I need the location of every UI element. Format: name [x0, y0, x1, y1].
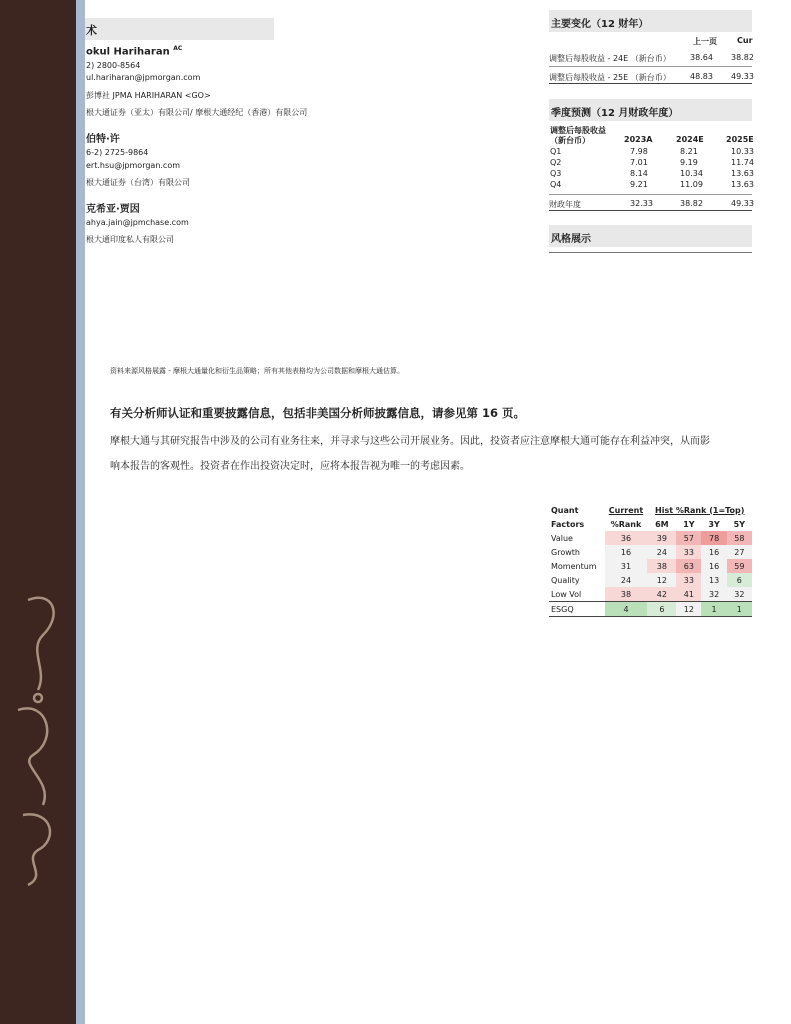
quant-factor-cell: 16	[605, 545, 648, 559]
quarterly-year-3: 2025E	[726, 135, 754, 144]
disclosure-para-line2: 响本报告的客观性。投资者在作出投资决定时，应将本报告视为唯一的考虑因素。	[110, 461, 470, 472]
quarterly-cell: 11.74	[731, 158, 754, 167]
quant-header-1y: 1Y	[683, 519, 695, 529]
quant-factor-cell: 6	[647, 602, 676, 617]
quant-factor-cell: 58	[727, 531, 752, 545]
quant-header-3y: 3Y	[708, 519, 720, 529]
quant-factor-name: ESGQ	[551, 604, 574, 614]
quant-factor-cell: 63	[676, 559, 701, 573]
quarterly-cell: 8.14	[630, 169, 648, 178]
quarterly-cell: 9.19	[680, 158, 698, 167]
quant-header-5y: 5Y	[733, 519, 746, 529]
analyst-2-phone: 6-2) 2725-9864	[86, 148, 149, 157]
key-changes-row-1-label: 调整后每股收益 - 24E （新台币）	[549, 54, 671, 63]
quant-factor-cell: 1	[701, 602, 726, 617]
quant-header-row-1	[549, 503, 752, 517]
quant-factor-row	[549, 559, 752, 573]
quant-header-quant: Quant	[551, 505, 579, 515]
quarterly-cell: 7.98	[630, 147, 648, 156]
analyst-2-email[interactable]: ert.hsu@jpmorgan.com	[86, 161, 181, 170]
quant-factor-cell: 12	[676, 602, 701, 617]
analyst-1-name: okul Hariharan $^{AC}$	[86, 45, 183, 58]
analyst-3-email[interactable]: ahya.jain@jpmchase.com	[86, 218, 189, 227]
quarterly-row-label: Q1	[550, 147, 562, 156]
jpmorgan-logo	[8, 590, 68, 890]
quarterly-fy-2: 38.82	[680, 199, 703, 208]
key-changes-col-cur: Cur	[737, 36, 753, 45]
quarterly-year-2: 2024E	[676, 135, 704, 144]
quant-factor-name: Value	[551, 533, 573, 543]
quant-factor-cell: 12	[647, 573, 676, 587]
key-changes-row-2-cur: 49.33	[731, 72, 754, 81]
quant-header-row-2	[549, 517, 752, 531]
analyst-1-email[interactable]: ul.hariharan@jpmorgan.com	[86, 73, 201, 82]
quant-factor-row	[549, 531, 752, 545]
key-changes-row-2-prev: 48.83	[690, 72, 713, 81]
key-changes-divider	[549, 66, 752, 67]
quant-factor-cell: 4	[605, 602, 648, 617]
quant-factor-cell: 6	[727, 573, 752, 587]
quarterly-cell: 8.21	[680, 147, 698, 156]
style-title: 风格展示	[551, 234, 591, 245]
quarterly-row-label: Q4	[550, 180, 562, 189]
disclosure-heading: 有关分析师认证和重要披露信息，包括非美国分析师披露信息，请参见第 16 页。	[110, 406, 526, 420]
quant-factor-cell: 33	[676, 545, 701, 559]
style-bottom-rule	[549, 252, 752, 253]
analyst-1-company: 根大通证券（亚太）有限公司/ 摩根大通经纪（香港）有限公司	[86, 108, 308, 117]
quant-factor-row	[549, 587, 752, 602]
quarterly-divider	[549, 194, 752, 195]
key-changes-title: 主要变化（12 财年）	[551, 19, 649, 30]
quarterly-cell: 13.63	[731, 180, 754, 189]
key-changes-row-1-prev: 38.64	[690, 53, 713, 62]
quant-header-rank: %Rank	[610, 519, 642, 529]
analyst-2-company: 根大通证券（台湾）有限公司	[86, 178, 190, 187]
quant-factor-cell: 32	[727, 587, 752, 602]
quarterly-fy-label: 财政年度	[549, 200, 581, 209]
quant-factor-cell: 38	[647, 559, 676, 573]
quarterly-cell: 11.09	[680, 180, 703, 189]
quant-factor-cell: 13	[701, 573, 726, 587]
quarterly-cell: 9.21	[630, 180, 648, 189]
quarterly-cell: 13.63	[731, 169, 754, 178]
quant-factor-cell: 24	[605, 573, 648, 587]
quant-factor-row	[549, 545, 752, 559]
quant-factor-cell: 78	[701, 531, 726, 545]
quant-factors-table	[549, 503, 752, 617]
quant-factor-row	[549, 573, 752, 587]
quarterly-year-1: 2023A	[624, 135, 653, 144]
sidebar-stripe	[76, 0, 85, 1024]
quant-header-factors: Factors	[551, 519, 585, 529]
quant-factor-cell: 39	[647, 531, 676, 545]
quant-factor-cell: 24	[647, 545, 676, 559]
quarterly-cell: 7.01	[630, 158, 648, 167]
quant-factor-cell: 42	[647, 587, 676, 602]
analyst-2-name: 伯特·许	[86, 134, 120, 145]
quant-factor-cell: 36	[605, 531, 648, 545]
quant-header-current: Current	[608, 505, 644, 515]
quant-header-6m: 6M	[655, 519, 669, 529]
quant-factor-cell: 31	[605, 559, 648, 573]
quant-factor-cell: 57	[676, 531, 701, 545]
key-changes-row-1-cur: 38.82	[731, 53, 754, 62]
quarterly-header-line2: （新台币）	[550, 136, 590, 145]
quant-factor-cell: 33	[676, 573, 701, 587]
quant-factor-cell: 16	[701, 559, 726, 573]
analyst-1-bloomberg: 彭博社 JPMA HARIHARAN <GO>	[86, 91, 211, 100]
quant-factor-name: Low Vol	[551, 589, 582, 599]
quarterly-row-label: Q3	[550, 169, 562, 178]
quarterly-fy-1: 32.33	[630, 199, 653, 208]
analyst-3-company: 根大通印度私人有限公司	[86, 235, 174, 244]
quant-factor-name: Momentum	[551, 561, 597, 571]
quant-factor-name: Growth	[551, 547, 580, 557]
quarterly-cell: 10.33	[731, 147, 754, 156]
quarterly-bottom-rule	[549, 210, 752, 211]
quant-factor-cell: 1	[727, 602, 752, 617]
analyst-section-title: 术	[86, 24, 97, 37]
analyst-1-phone: 2) 2800-8564	[86, 61, 141, 70]
quant-factor-cell: 32	[701, 587, 726, 602]
quant-factor-cell: 41	[676, 587, 701, 602]
disclosure-para-line1: 摩根大通与其研究报告中涉及的公司有业务往来，并寻求与这些公司开展业务。因此，投资者应注意摩根大通可能存在利益冲突，从而影	[110, 436, 710, 447]
quant-header-hist: Hist %Rank (1=Top)	[655, 505, 745, 515]
analyst-3-name: 克希亚·贾因	[86, 204, 140, 215]
quant-factor-row	[549, 602, 752, 617]
key-changes-row-2-label: 调整后每股收益 - 25E （新台币）	[549, 73, 671, 82]
quant-factor-cell: 27	[727, 545, 752, 559]
quant-factors-body	[549, 531, 752, 617]
quarterly-header-line1: 调整后每股收益	[550, 126, 606, 135]
key-changes-col-prev: 上一页	[693, 37, 717, 46]
quant-factor-cell: 38	[605, 587, 648, 602]
source-note: 资料来源风格展露 - 摩根大通量化和衍生品策略；所有其他表格均为公司数据和摩根大通估算。	[110, 367, 404, 375]
quarterly-row-label: Q2	[550, 158, 562, 167]
analyst-header-band	[85, 18, 274, 40]
quarterly-title: 季度预测（12 月财政年度）	[551, 108, 679, 119]
quant-factor-name: Quality	[551, 575, 580, 585]
quant-factor-cell: 16	[701, 545, 726, 559]
quarterly-cell: 10.34	[680, 169, 703, 178]
quarterly-fy-3: 49.33	[731, 199, 754, 208]
key-changes-bottom-rule	[549, 83, 752, 84]
quant-factor-cell: 59	[727, 559, 752, 573]
left-sidebar	[0, 0, 76, 1024]
